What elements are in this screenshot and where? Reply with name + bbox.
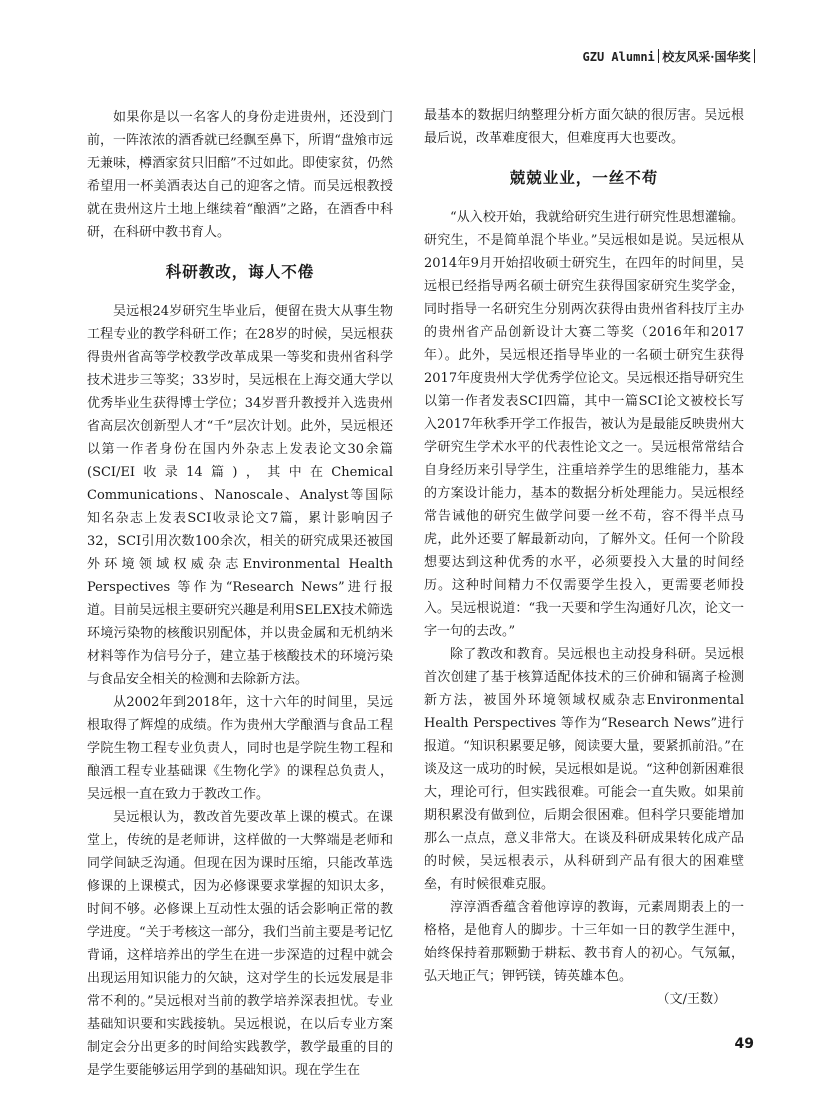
intro-paragraph: 如果你是以一名客人的身份走进贵州，还没到门前，一阵浓浓的酒香就已经飘至鼻下，所谓“盘飧市远无兼味，樽酒家贫只旧醅”不过如此。即使家贫，仍然希望用一杯美酒表达自己的迎客之情。而吴远根教授就在贵州这片土地上继续着“酿酒”之路，在酒香中科研，在科研中教书育人。 xyxy=(87,110,393,240)
body-paragraph: 吴远根认为，教改首先要改革上课的模式。在课堂上，传统的是老师讲，这样做的一大弊端是老师和同学间缺乏沟通。但现在因为课时压缩，只能改革选修课的上课模式，因为必修课要求掌握的知识太多，时间不够。必修课上互动性太强的话会影响正常的教学进度。“关于考核这一部分，我们当前主要是考记忆背诵，这样培养出的学生在进一步深造的过程中就会出现运用知识能力的欠缺，这对学生的长远发展是非常不利的。”吴远根对当前的教学培养深表担忧。专业基础知识要和实践接轨。吴远根说，在以后专业方案制定会分出更多的时间给实践教学，教学最重的目的是学生要能够运用学到的基础知识。现在学生在 xyxy=(87,810,393,1078)
section-heading-diligence: 兢兢业业，一丝不苟 xyxy=(509,169,659,187)
right-column xyxy=(424,104,744,1011)
body-paragraph: 除了教改和教育。吴远根也主动投身科研。吴远根首次创建了基于核算适配体技术的三价砷和镉离子检测新方法，被国外环境领域权威杂志Environmental Health Perspectives 等作为“Research News”进行报道。“知识积累要足够，阅读要大量，要紧抓前沿。”在谈及这一成功的时候，吴远根如是说。“这种创新困难很大，理论可行，但实践很难。可能会一直失败。如果前期积累没有做到位，后期会很困难。但科学只要能增加那么一点点，意义非常大。在谈及科研成果转化成产品的时候，吴远根表示，从科研到产品有很大的困难壁垒，有时候很难克服。 xyxy=(424,647,744,892)
header-divider-end xyxy=(754,49,756,63)
body-paragraph: 淳淳酒香蕴含着他谆谆的教诲，元素周期表上的一格格，是他育人的脚步。十三年如一日的教学生涯中，始终保持着那颗勤于耕耘、教书育人的初心。气氖氟，弘天地正气；钾钙镁，铸英雄本色。 xyxy=(424,900,744,984)
continued-paragraph: 最基本的数据归纳整理分析方面欠缺的很厉害。吴远根最后说，改革难度很大，但难度再大也要改。 xyxy=(424,108,744,146)
running-header xyxy=(583,48,758,65)
section-name: 校友风采 xyxy=(662,50,711,64)
body-paragraph: 从2002年到2018年，这十六年的时间里，吴远根取得了辉煌的成绩。作为贵州大学酿酒与食品工程学院生物工程专业负责人，同时也是学院生物工程和酿酒工程专业基础课《生物化学》的课程总负责人，吴远根一直在致力于教改工作。 xyxy=(87,695,393,802)
body-paragraph: 吴远根24岁研究生毕业后，便留在贵大从事生物工程专业的教学科研工作；在28岁的时候，吴远根获得贵州省高等学校教学改革成果一等奖和贵州省科学技术进步三等奖；33岁时，吴远根在上海交通大学以优秀毕业生获得博士学位；34岁晋升教授并入选贵州省高层次创新型人才“千”层次计划。此外，吴远根还以第一作者身份在国内外杂志上发表论文30余篇(SCI/EI收录14篇)，其中在Chemical Communications、Nanoscale、Analyst等国际知名杂志上发表SCI收录论文7篇，累计影响因子32，SCI引用次数100余次，相关的研究成果还被国外环境领域权威杂志Environmental Health Perspectives 等作为“Research News”进行报道。目前吴远根主要研究兴趣是利用SELEX技术筛选环境污染物的核酸识别配体，并以贵金属和无机纳米材料等作为信号分子，建立基于核酸技术的环境污染与食品安全相关的检测和去除新方法。 xyxy=(87,304,393,687)
subsection-name: 国华奖 xyxy=(714,50,751,64)
section-heading-research: 科研教改，诲人不倦 xyxy=(165,263,315,281)
magazine-name: GZU Alumni xyxy=(582,50,655,64)
author-byline: （文/王数） xyxy=(656,992,726,1007)
header-divider xyxy=(658,49,660,63)
header-dot: · xyxy=(710,50,715,64)
page-number: 49 xyxy=(734,1036,754,1052)
left-column xyxy=(87,106,393,1082)
body-paragraph: “从入校开始，我就给研究生进行研究性思想灌输。研究生，不是简单混个毕业。”吴远根如是说。吴远根从2014年9月开始招收硕士研究生，在四年的时间里，吴远根已经指导两名硕士研究生获得国家研究生奖学金，同时指导一名研究生分别两次获得由贵州省科技厅主办的贵州省产品创新设计大赛二等奖（2016年和2017年）。此外，吴远根还指导毕业的一名硕士研究生获得2017年度贵州大学优秀学位论文。吴远根还指导研究生以第一作者发表SCI四篇，其中一篇SCI论文被校长写入2017年秋季开学工作报告，被认为是最能反映贵州大学研究生学术水平的代表性论文之一。吴远根常常结合自身经历来引导学生，注重培养学生的思维能力，基本的方案设计能力，基本的数据分析处理能力。吴远根经常告诫他的研究生做学问要一丝不苟，容不得半点马虎，此外还要了解最新动向，了解外文。任何一个阶段想要达到这种优秀的水平，必须要投入大量的时间经历。这种时间精力不仅需要学生投入，更需要老师投入。吴远根说道：“我一天要和学生沟通好几次，论文一字一句的去改。” xyxy=(424,210,744,639)
